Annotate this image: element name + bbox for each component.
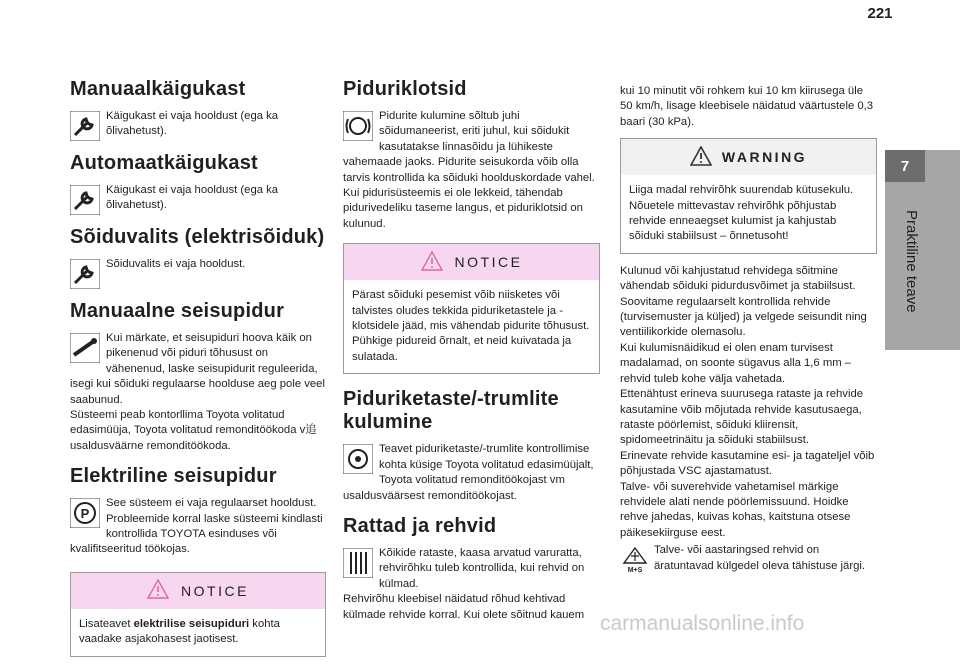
section-epb [70, 465, 326, 558]
heading-tyres: Rattad ja rehvid [343, 514, 497, 537]
text-tyres-2: Rehvirõhu kleebisel näidatud rõhud kehtivad külmade rehvide korral. Kui olete sõitnud kauem [343, 593, 585, 621]
section-discs [343, 388, 600, 504]
section-pads [343, 78, 600, 232]
chapter-title-wrap [900, 210, 920, 330]
section-handbrake [70, 300, 326, 454]
handbrake-icon [70, 333, 100, 363]
warning-box [620, 138, 877, 254]
watermark: carmanualsonline.info [600, 612, 805, 635]
section-selector [70, 226, 326, 289]
notice-text-pre: Lisateavet [79, 617, 134, 630]
heading-discs: Piduriketaste/-trumlite kulumine [343, 388, 559, 434]
warning-triangle-icon [690, 146, 712, 169]
notice-text-post: kohta vaadake asjakohasest jaotisest. [79, 617, 280, 646]
chapter-title: Praktiline teave [903, 210, 920, 313]
page-number: 221 [867, 5, 893, 22]
notice-text: Pärast sõiduki pesemist võib niisketes või talvistes oludes tekkida piduriketastele ja -klotsidele jääd, mis vähendab pidurite tõhusust. Pühkige pidureid õrnalt, et neid kuivatada ja sulatada. [352, 289, 590, 363]
section-tyres [343, 515, 600, 623]
brake-disc-icon [343, 444, 373, 474]
snowflake-mountain-icon [620, 543, 650, 578]
wrench-icon [70, 185, 100, 215]
text-epb: See süsteem ei vaja regulaarset hooldust. Probleemide korral laske süsteemi kindlasti kontrollida TOYOTA esinduses või kvalifitseeritud töökojas. [70, 497, 323, 556]
body-paragraph: Kui kulumisnäidikud ei olen enam turvisest madalamad, on soonte sügavus alla 1,6 mm – rehvid tuleb kohe välja vahetada. [620, 341, 852, 385]
text-intro: kui 10 minutit või rohkem kui 10 km kiirusega üle 50 km/h, lisage kleebisele näidatud väärtustele 0,3 baari (30 kPa). [620, 85, 874, 128]
text-selector: Sõiduvalits ei vaja hooldust. [106, 258, 246, 270]
notice-label: NOTICE [454, 254, 523, 271]
body-paragraph: Kulunud või kahjustatud rehvidega sõitmine vähendab sõiduki pidurdusvõimet ja stabiilsust. [620, 264, 856, 293]
warning-body [621, 175, 876, 253]
notice-text [79, 617, 317, 648]
notice-body [344, 280, 599, 373]
column-1 [70, 78, 326, 665]
tyre-body-text [620, 264, 877, 541]
body-paragraph: Erinevate rehvide kasutamine esi- ja tagateljel võib põhjustada VSC ajastamatust. [620, 449, 875, 478]
notice-box-brakes [343, 243, 600, 374]
heading-epb: Elektriline seisupidur [70, 465, 277, 488]
section-manual-gearbox [70, 78, 326, 141]
text-pads-2: Kui pidurisüsteemis ei ole lekkeid, tähendab pidurivedeliku taseme langus, et piduriklotsid on kulunud. [343, 187, 583, 230]
text-pads: Pidurite kulumine sõltub juhi sõidumaneerist, eriti juhul, kui sõidukit kasutatakse linnasõidu ja lühikeste vahemaade jaoks. Pidurite seisukorda võib olla tarvis kontrollida ka sõiduki hoolduskordade vahel. [343, 110, 595, 184]
section-auto-gearbox [70, 152, 326, 215]
brake-icon [343, 111, 373, 141]
text-tyres: Kõikide rataste, kaasa arvatud varuratta, rehvirõhku tuleb kontrollida, kui rehvid on külmad. [379, 546, 585, 590]
tyre-icon [343, 548, 373, 578]
warning-text: Liiga madal rehvirõhk suurendab kütusekulu. Nõuetele mittevastav rehvirõhk põhjustab rehvide enneaegset kulumist ja kahjustab sõiduki stabiilsust – õnnetusoht! [629, 184, 854, 243]
ms-label: M+S [627, 567, 643, 574]
body-paragraph: Talve- või suverehvide vahetamisel märkige rehvidele alati nende pöörlemissuund. Hoidke rehve jahedas, kuivas kohas, kaitstuna otsese päikesekiirguse eest. [620, 480, 851, 539]
wrench-icon [70, 111, 100, 141]
body-paragraph: Ettenähtust erineva suurusega rataste ja rehvide kasutamine võib mõjutada rehvide kasutusaega, rataste pöörlemist, sõiduki kliirensit, spidomeetrinäitu ja sõiduki stabiilsust. [620, 388, 864, 447]
body-paragraph: Soovitame regulaarselt kontrollida rehvide (turvisemuster ja küljed) ja velgede seisundit ning ventiilikorkide olemasolu. [620, 295, 867, 339]
column-2 [343, 78, 600, 634]
text-handbrake-2: Süsteemi peab kontorllima Toyota volitatud edasimüüja, Toyota volitatud remonditöökoda v追 usaldusväärne remonditöökoda. [70, 409, 317, 452]
notice-label: NOTICE [181, 582, 249, 599]
winter-tyres [620, 543, 877, 574]
heading-selector: Sõiduvalits (elektrisõiduk) [70, 226, 325, 248]
winter-text: Talve- või aastaringsed rehvid on äratuntavad külgedel oleva tähistuse järgi. [654, 544, 866, 572]
parking-brake-icon [70, 498, 100, 528]
wrench-icon [70, 259, 100, 289]
svg-text:P: P [80, 506, 90, 522]
warning-label: WARNING [721, 149, 808, 166]
text-discs: Teavet piduriketaste/-trumlite kontrollimise kohta küsige Toyota volitatud edasimüüjalt, Toyota volitatud remonditöökojast vm usaldusväärsest remonditöökojast. [343, 443, 594, 502]
notice-text-bold: elektrilise seisupiduri [133, 617, 250, 630]
text-auto-gearbox: Käigukast ei vaja hooldust (ega ka õlivahetust). [106, 184, 279, 212]
warning-header [621, 139, 876, 175]
chapter-number: 7 [885, 150, 925, 182]
heading-pads: Piduriklotsid [343, 78, 467, 100]
heading-handbrake: Manuaalne seisupidur [70, 300, 285, 322]
notice-header [344, 244, 599, 280]
heading-auto-gearbox: Automaatkäigukast [70, 152, 258, 174]
column-3 [620, 84, 877, 578]
warning-triangle-icon [421, 251, 443, 274]
notice-box-epb [70, 572, 326, 657]
text-manual-gearbox: Käigukast ei vaja hooldust (ega ka õlivahetust). [106, 110, 279, 138]
warning-triangle-icon [147, 579, 169, 602]
text-handbrake: Kui märkate, et seisupiduri hoova käik on pikenenud või piduri tõhusust on vähenenud, laske seisupidurit reguleerida, isegi kui sõiduki regulaarse hoolduse aeg pole veel saabunud. [70, 332, 325, 406]
notice-header [71, 573, 325, 609]
heading-manual-gearbox: Manuaalkäigukast [70, 78, 246, 100]
